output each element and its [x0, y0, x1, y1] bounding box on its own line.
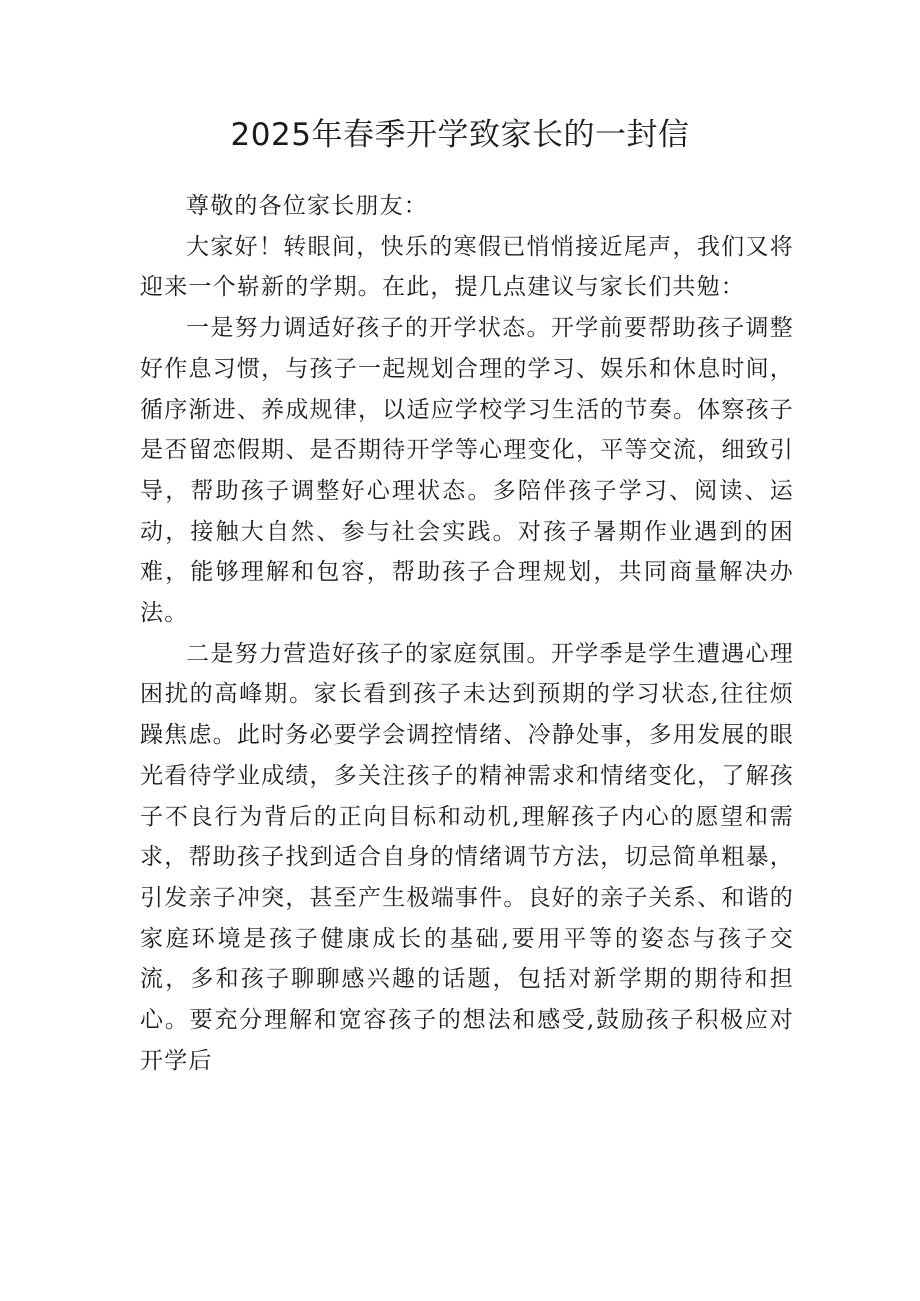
salutation: 尊敬的各位家长朋友：	[186, 193, 428, 219]
document-title: 2025年春季开学致家长的一封信	[230, 117, 690, 153]
paragraph-greeting: 大家好！转眼间，快乐的寒假已悄悄接近尾声，我们又将迎来一个崭新的学期。在此，提几点建议与家长们共勉：	[140, 233, 794, 301]
paragraph-point-one: 一是努力调适好孩子的开学状态。开学前要帮助孩子调整好作息习惯，与孩子一起规划合理的学习、娱乐和休息时间，循序渐进、养成规律，以适应学校学习生活的节奏。体察孩子是否留恋假期、是否期待开学等心理变化，平等交流，细致引导，帮助孩子调整好心理状态。多陪伴孩子学习、阅读、运动，接触大自然、参与社会实践。对孩子暑期作业遇到的困难，能够理解和包容，帮助孩子合理规划，共同商量解决办法。	[140, 315, 794, 627]
paragraph-point-two: 二是努力营造好孩子的家庭氛围。开学季是学生遭遇心理困扰的高峰期。家长看到孩子未达到预期的学习状态,往往烦躁焦虑。此时务必要学会调控情绪、冷静处事，多用发展的眼光看待学业成绩，多关注孩子的精神需求和情绪变化，了解孩子不良行为背后的正向目标和动机,理解孩子内心的愿望和需求，帮助孩子找到适合自身的情绪调节方法，切忌简单粗暴，引发亲子冲突，甚至产生极端事件。良好的亲子关系、和谐的家庭环境是孩子健康成长的基础,要用平等的姿态与孩子交流，多和孩子聊聊感兴趣的话题，包括对新学期的期待和担心。要充分理解和宽容孩子的想法和感受,鼓励孩子积极应对开学后	[140, 640, 794, 1074]
letter-body	[140, 186, 794, 1081]
